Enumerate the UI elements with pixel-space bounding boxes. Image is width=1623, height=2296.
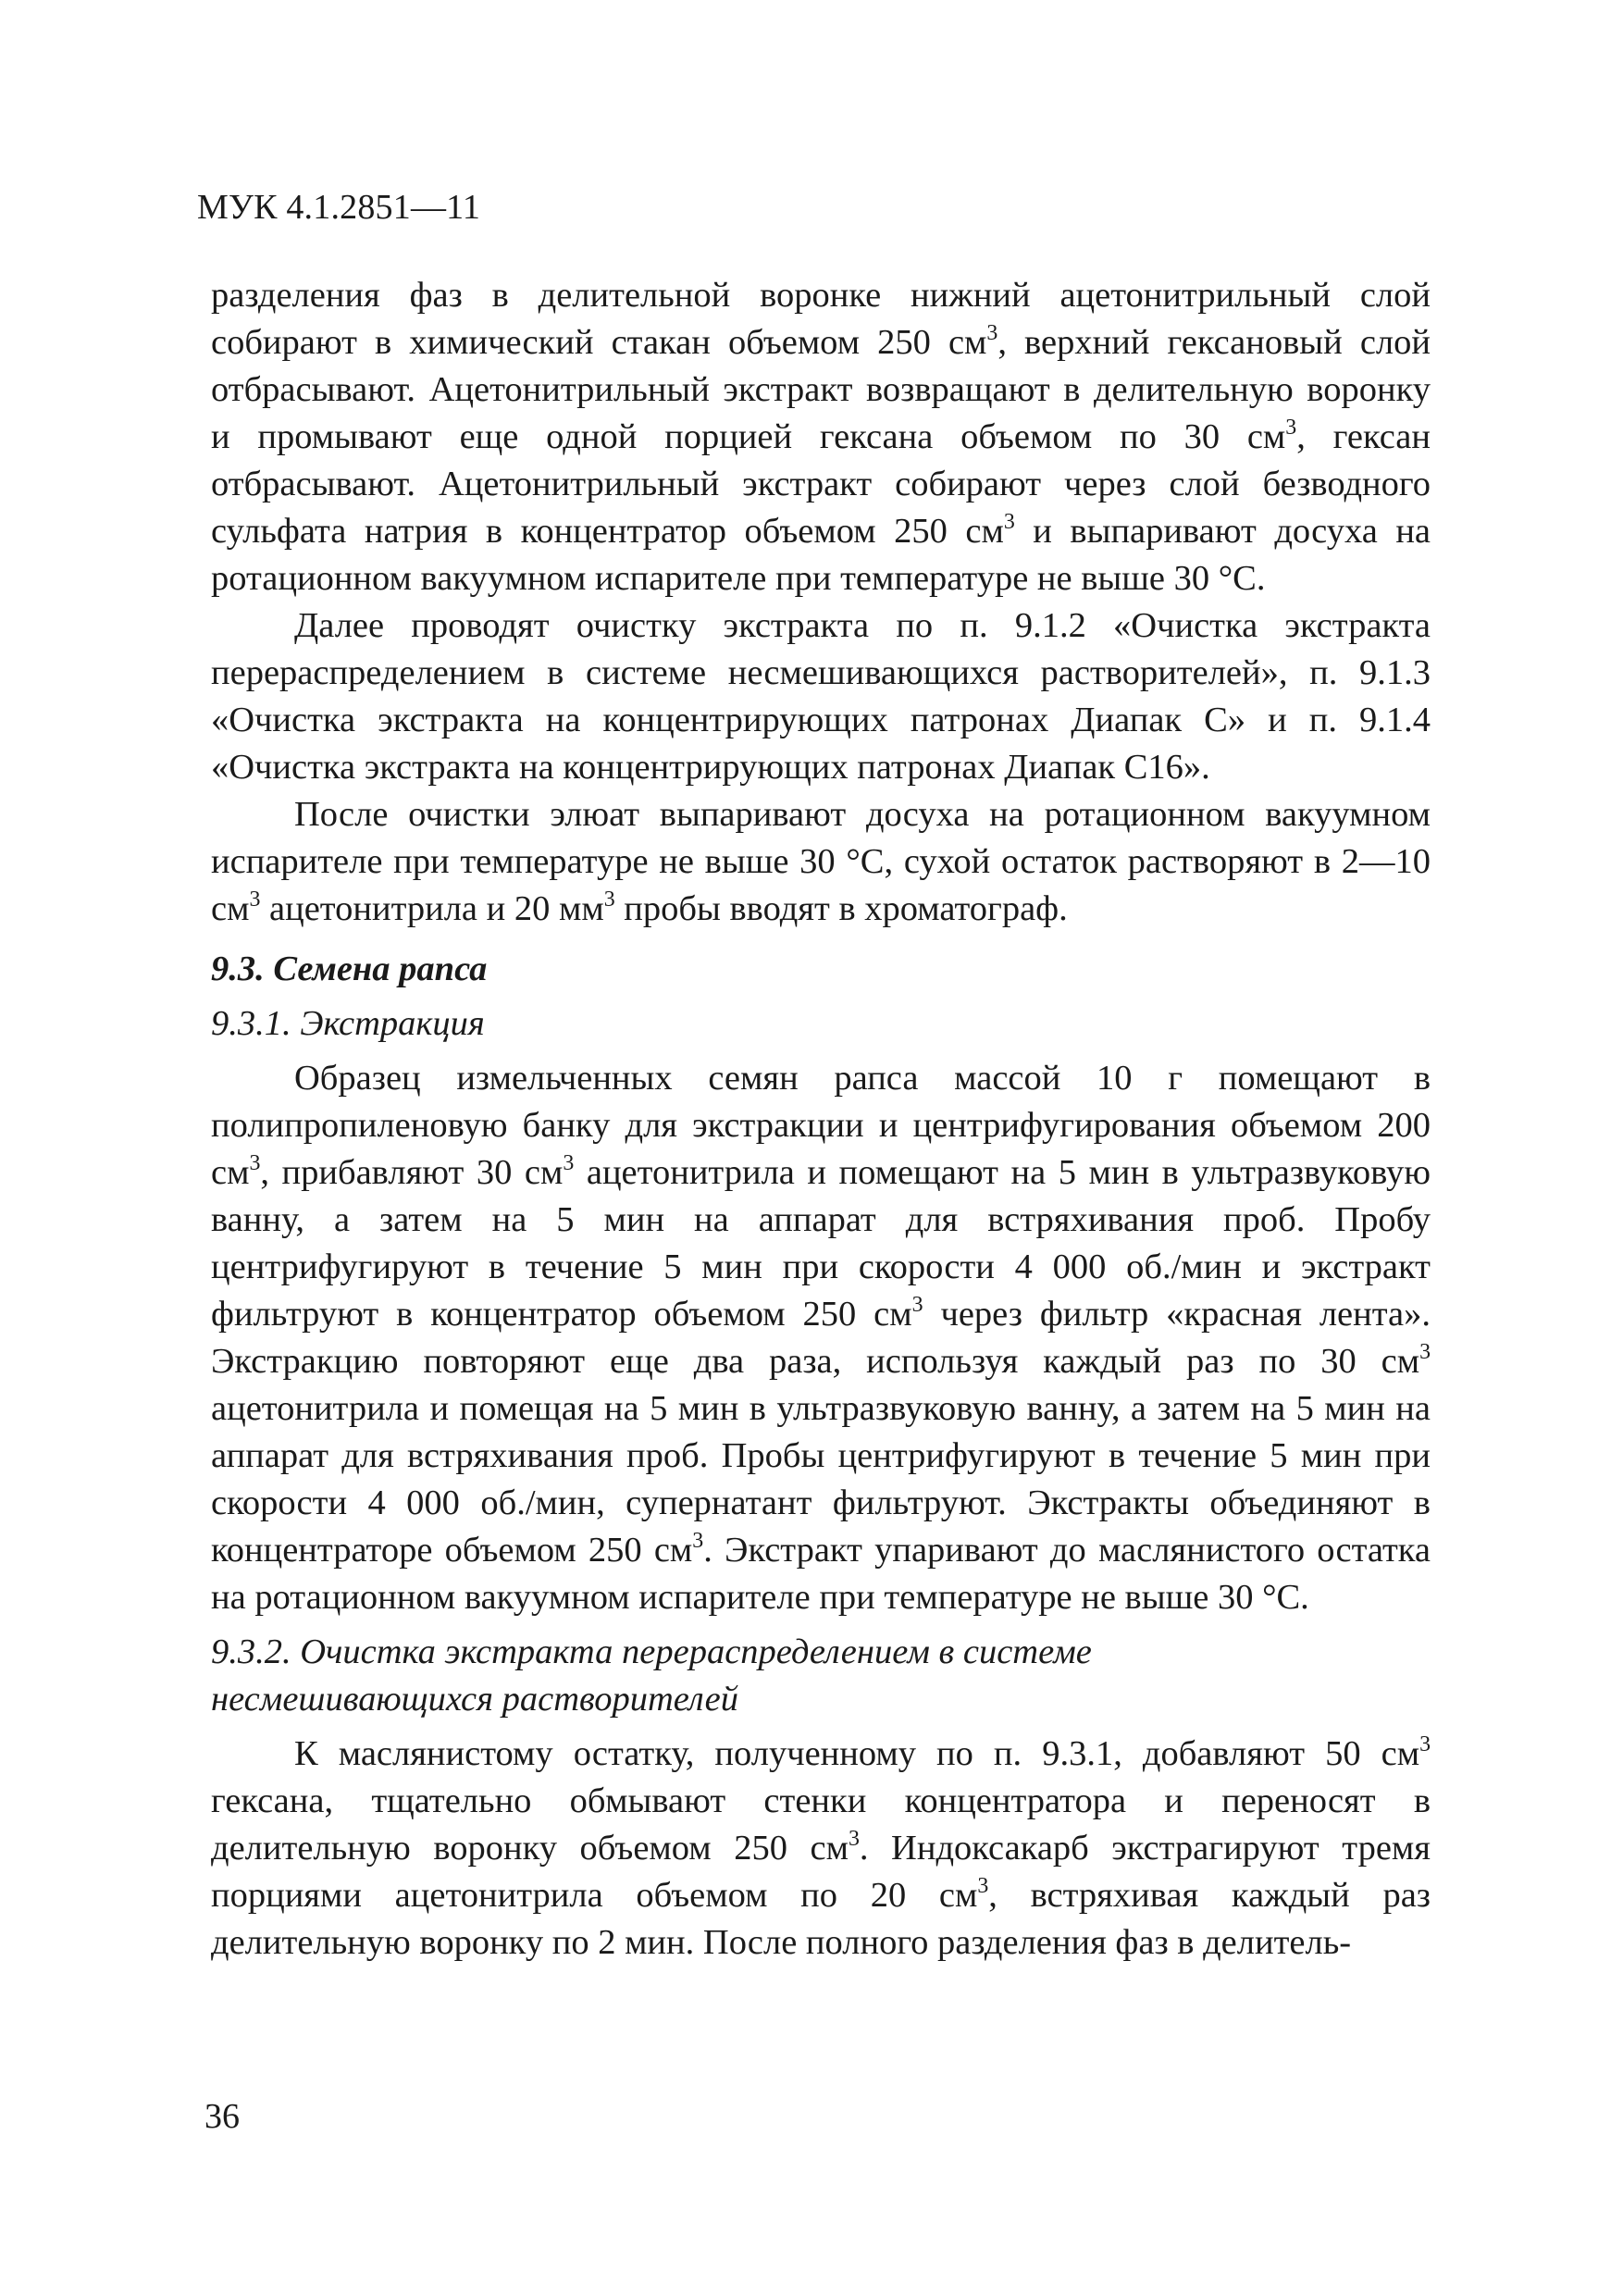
superscript: 3: [1419, 1340, 1431, 1365]
paragraph-partitioning: К маслянистому остатку, полученному по п. 9.3.1, добавляют 50 $см^3$ гексана, тщательно обмывают стенки концентратора и переносят в делительную воронку объемом 250 $см^3$. Индоксакарб экстрагируют тремя порциями ацетонитрила объемом по 20 $см^3$, встряхивая каждый раз делительную воронку по 2 мин. После полного разделения фаз в делитель-: [211, 1732, 1431, 1962]
superscript: 3: [692, 1529, 704, 1554]
superscript: 3: [1285, 416, 1297, 441]
page-number: 36: [204, 2097, 240, 2136]
superscript: 3: [563, 1151, 575, 1176]
superscript: 3: [848, 1827, 860, 1852]
document-code-header: МУК 4.1.2851—11: [197, 188, 481, 227]
superscript: 3: [977, 1874, 989, 1899]
subsection-heading-cleanup-line2: несмешивающихся растворителей: [211, 1680, 738, 1719]
section-heading: 9.3. Семена рапса: [211, 949, 488, 988]
superscript: 3: [1419, 1732, 1431, 1757]
superscript: 3: [986, 321, 998, 346]
subsection-heading-extraction: 9.3.1. Экстракция: [211, 1004, 485, 1043]
superscript: 3: [249, 1151, 261, 1176]
paragraph-continuation: разделения фаз в делительной воронке нижний ацетонитрильный слой собирают в химический стакан объемом 250 $см^3$, верхний гексановый слой отбрасывают. Ацетонитрильный экстракт возвращают в делительную воронку и промывают еще одной порцией гексана объемом по 30 $см^3$, гексан отбрасывают. Ацетонитрильный экстракт собирают через слой безводного сульфата натрия в концентратор объемом 250 $см^3$ и выпаривают досуха на ротационном вакуумном испарителе при температуре не выше 30 °С.: [211, 276, 1431, 598]
paragraph-extraction: Образец измельченных семян рапса массой 10 г помещают в полипропиленовую банку для экстракции и центрифугирования объемом 200 $см^3$, прибавляют 30 $см^3$ ацетонитрила и помещают на 5 мин в ультразвуковую ванну, а затем на 5 мин на аппарат для встряхивания проб. Пробу центрифугируют в течение 5 мин при скорости 4 000 об./мин и экстракт фильтруют в концентратор объемом 250 $см^3$ через фильтр «красная лента». Экстракцию повторяют еще два раза, используя каждый раз по 30 $см^3$ ацетонитрила и помещая на 5 мин в ультразвуковую ванну, а затем на 5 мин на аппарат для встряхивания проб. Пробы центрифугируют в течение 5 мин при скорости 4 000 об./мин, супернатант фильтруют. Экстракты объединяют в концентраторе объемом 250 $см^3$. Экстракт упаривают до маслянистого остатка на ротационном вакуумном испарителе при температуре не выше 30 °С.: [211, 1059, 1431, 1617]
subsection-heading-cleanup-line1: 9.3.2. Очистка экстракта перераспределением в системе: [211, 1632, 1092, 1671]
paragraph-evaporation: После очистки элюат выпаривают досуха на ротационном вакуумном испарителе при температуре не выше 30 °С, сухой остаток растворяют в 2—10 $см^3$ ацетонитрила и 20 $мм^3$ пробы вводят в хроматограф.: [211, 795, 1431, 928]
paragraph-cleanup-references: Далее проводят очистку экстракта по п. 9.1.2 «Очистка экстракта перераспределением в системе несмешивающихся растворителей», п. 9.1.3 «Очистка экстракта на концентрирующих патронах Диапак С» и п. 9.1.4 «Очистка экстракта на концентрирующих патронах Диапак С16».: [211, 606, 1431, 787]
superscript: 3: [1003, 510, 1015, 535]
page-body: [211, 272, 1431, 1967]
superscript: 3: [249, 887, 261, 912]
superscript: 3: [911, 1293, 923, 1318]
superscript: 3: [603, 887, 615, 912]
